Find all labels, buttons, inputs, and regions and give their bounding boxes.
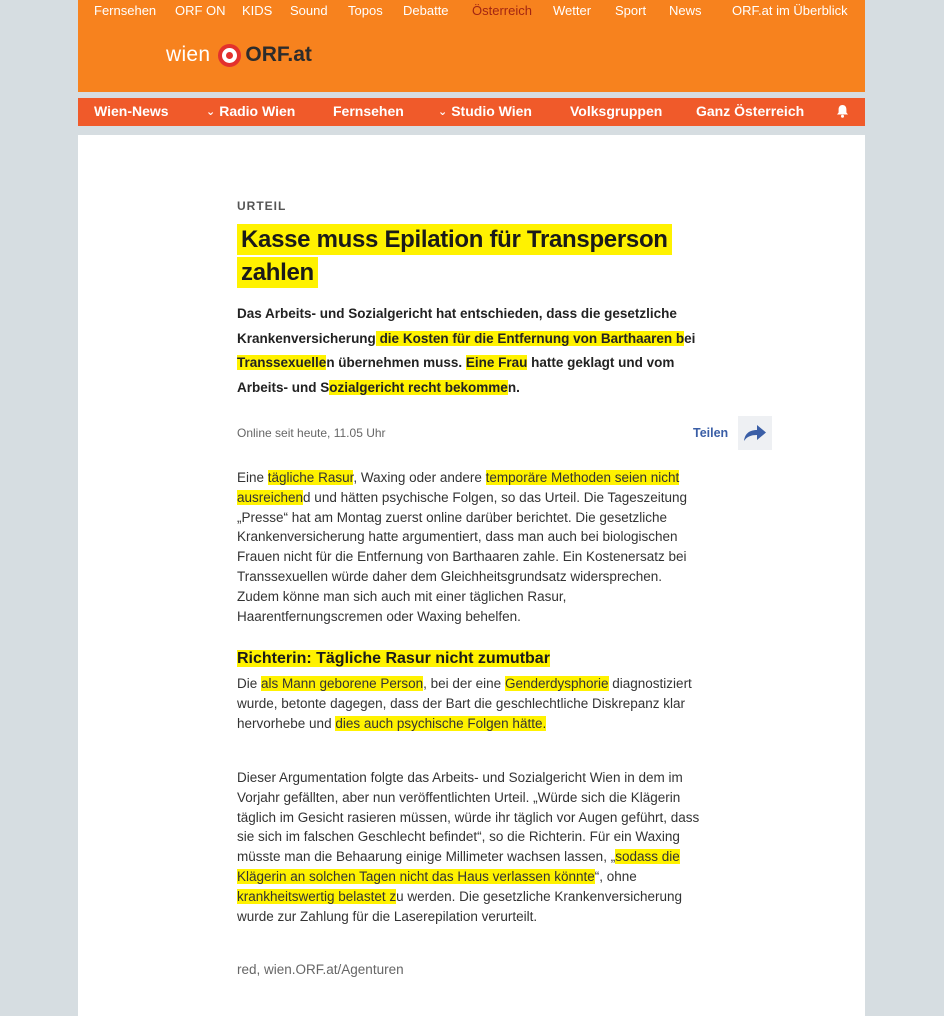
lead-highlight: Eine Frau <box>465 355 528 370</box>
article-lead <box>237 302 707 400</box>
paragraph-text: diagnostiziert wurde, betonte dagegen, dass der Bart die geschlechtliche Diskrepanz klar hervorhebe und <box>237 676 692 731</box>
site-header <box>78 20 865 92</box>
logo-region: wien <box>166 43 211 66</box>
chevron-down-icon: ⌄ <box>206 105 216 118</box>
global-nav-overview[interactable]: ORF.at im Überblick <box>732 2 848 18</box>
section-nav-label: Ganz Österreich <box>696 103 805 119</box>
article-container <box>78 135 865 1016</box>
paragraph-text: Dieser Argumentation folgte das Arbeits- und Sozialgericht Wien in dem im Vorjahr gefällten, aber nun veröffentlichten Urteil. „Würde sich die Klägerin täglich im Gesicht rasieren müssen, würde ihr täglich vor Augen geführt, dass sie sich im falschen Geschlecht befindet“, so die Richterin. Für ein Waxing müsste man die Behaarung einige Millimeter wachsen lassen, „ <box>237 770 700 865</box>
share-label: Teilen <box>693 426 729 440</box>
section-nav-ganz-oesterreich[interactable] <box>696 103 804 119</box>
section-nav-wien-news[interactable] <box>94 103 169 119</box>
global-nav-debatte[interactable]: Debatte <box>403 2 449 18</box>
lead-text: n übernehmen muss. <box>326 355 466 370</box>
lead-text: hatte geklagt und vom Arbeits- und S <box>237 355 675 395</box>
article-kicker: URTEIL <box>237 199 287 213</box>
paragraph-highlight: tägliche Rasur <box>267 470 354 485</box>
subheading-text: Richterin: Tägliche Rasur nicht zumutbar <box>237 650 550 667</box>
section-nav-studio-wien[interactable] <box>438 103 532 119</box>
section-nav-radio-wien[interactable] <box>206 103 295 119</box>
global-nav-oesterreich[interactable]: Österreich <box>472 2 532 18</box>
article-paragraph-1 <box>237 468 707 626</box>
article-subheading <box>237 648 707 670</box>
chevron-down-icon: ⌄ <box>438 105 448 118</box>
bell-icon[interactable] <box>836 104 849 118</box>
lead-text: ei <box>684 330 696 346</box>
publish-timestamp: Online seit heute, 11.05 Uhr <box>237 426 386 440</box>
share-button[interactable] <box>693 416 772 450</box>
lead-highlight: die Kosten für die Entfernung von Barthaaren b <box>375 330 685 346</box>
paragraph-text: Eine <box>237 470 268 485</box>
share-arrow-icon <box>738 416 772 450</box>
article-title <box>237 223 677 289</box>
paragraph-text: , Waxing oder andere <box>353 470 486 485</box>
section-nav-fernsehen[interactable] <box>333 103 404 119</box>
paragraph-highlight: dies auch psychische Folgen hätte. <box>335 715 547 731</box>
section-nav <box>78 98 865 126</box>
global-nav-fernsehen[interactable]: Fernsehen <box>94 2 157 18</box>
paragraph-text: , bei der eine <box>423 676 505 691</box>
paragraph-highlight: als Mann geborene Person <box>261 676 424 691</box>
lead-text: n. <box>507 379 520 395</box>
logo-brand: ORF.at <box>245 43 312 66</box>
global-nav-kids[interactable]: KIDS <box>242 2 273 18</box>
lead-highlight: ozialgericht recht bekomme <box>329 379 508 395</box>
global-nav-topos[interactable]: Topos <box>348 2 383 18</box>
global-nav-sound[interactable]: Sound <box>290 2 328 18</box>
global-nav <box>78 0 865 20</box>
paragraph-highlight: krankheitswertig belastet z <box>237 888 397 904</box>
global-nav-orf-on[interactable]: ORF ON <box>175 2 226 18</box>
global-nav-sport[interactable]: Sport <box>615 2 647 18</box>
paragraph-highlight: Genderdysphorie <box>504 676 609 691</box>
lead-highlight: Transsexuelle <box>237 355 327 370</box>
article-paragraph-2 <box>237 674 707 733</box>
section-nav-volksgruppen[interactable] <box>570 103 662 119</box>
paragraph-text: Die <box>237 676 262 691</box>
global-nav-news[interactable]: News <box>669 2 702 18</box>
section-nav-label: Studio Wien <box>451 103 532 119</box>
section-nav-label: Wien-News <box>94 103 169 119</box>
paragraph-text: “, ohne <box>594 868 637 884</box>
paragraph-text: d und hätten psychische Folgen, so das Urteil. Die Tageszeitung „Presse“ hat am Montag zuerst online darüber berichtet. Die gesetzliche Krankenversicherung hatte argumentiert, dass man auch bei biologischen Frauen nicht für die Entfernung von Barthaaren zahle. Ein Kostenersatz bei Transsexuellen würde daher dem Gleichheitsgrundsatz widersprechen. Zudem könne man sich auch mit einer täglichen Rasur, Haarentfernungscremen oder Waxing behelfen. <box>237 489 688 624</box>
paragraph-text: u werden. Die gesetzliche Krankenversicherung wurde zur Zahlung für die Laserepilation verurteilt. <box>237 888 682 924</box>
global-nav-wetter[interactable]: Wetter <box>553 2 592 18</box>
orf-eye-icon <box>218 44 241 67</box>
site-logo[interactable] <box>166 40 312 70</box>
paragraph-highlight: temporäre Methoden seien nicht ausreichen <box>237 470 680 505</box>
section-nav-label: Volksgruppen <box>570 103 663 119</box>
paragraph-highlight: sodass die Klägerin an solchen Tagen nicht das Haus verlassen könnte <box>237 849 680 884</box>
section-nav-label: Fernsehen <box>333 103 404 119</box>
article-paragraph-3 <box>237 768 707 926</box>
article-title-text: Kasse muss Epilation für Transperson zahlen <box>237 224 672 288</box>
article-source: red, wien.ORF.at/Agenturen <box>237 962 404 977</box>
section-nav-label: Radio Wien <box>219 103 296 119</box>
lead-text: Das Arbeits- und Sozialgericht hat entschieden, dass die gesetzliche Krankenversicherung <box>237 306 677 346</box>
